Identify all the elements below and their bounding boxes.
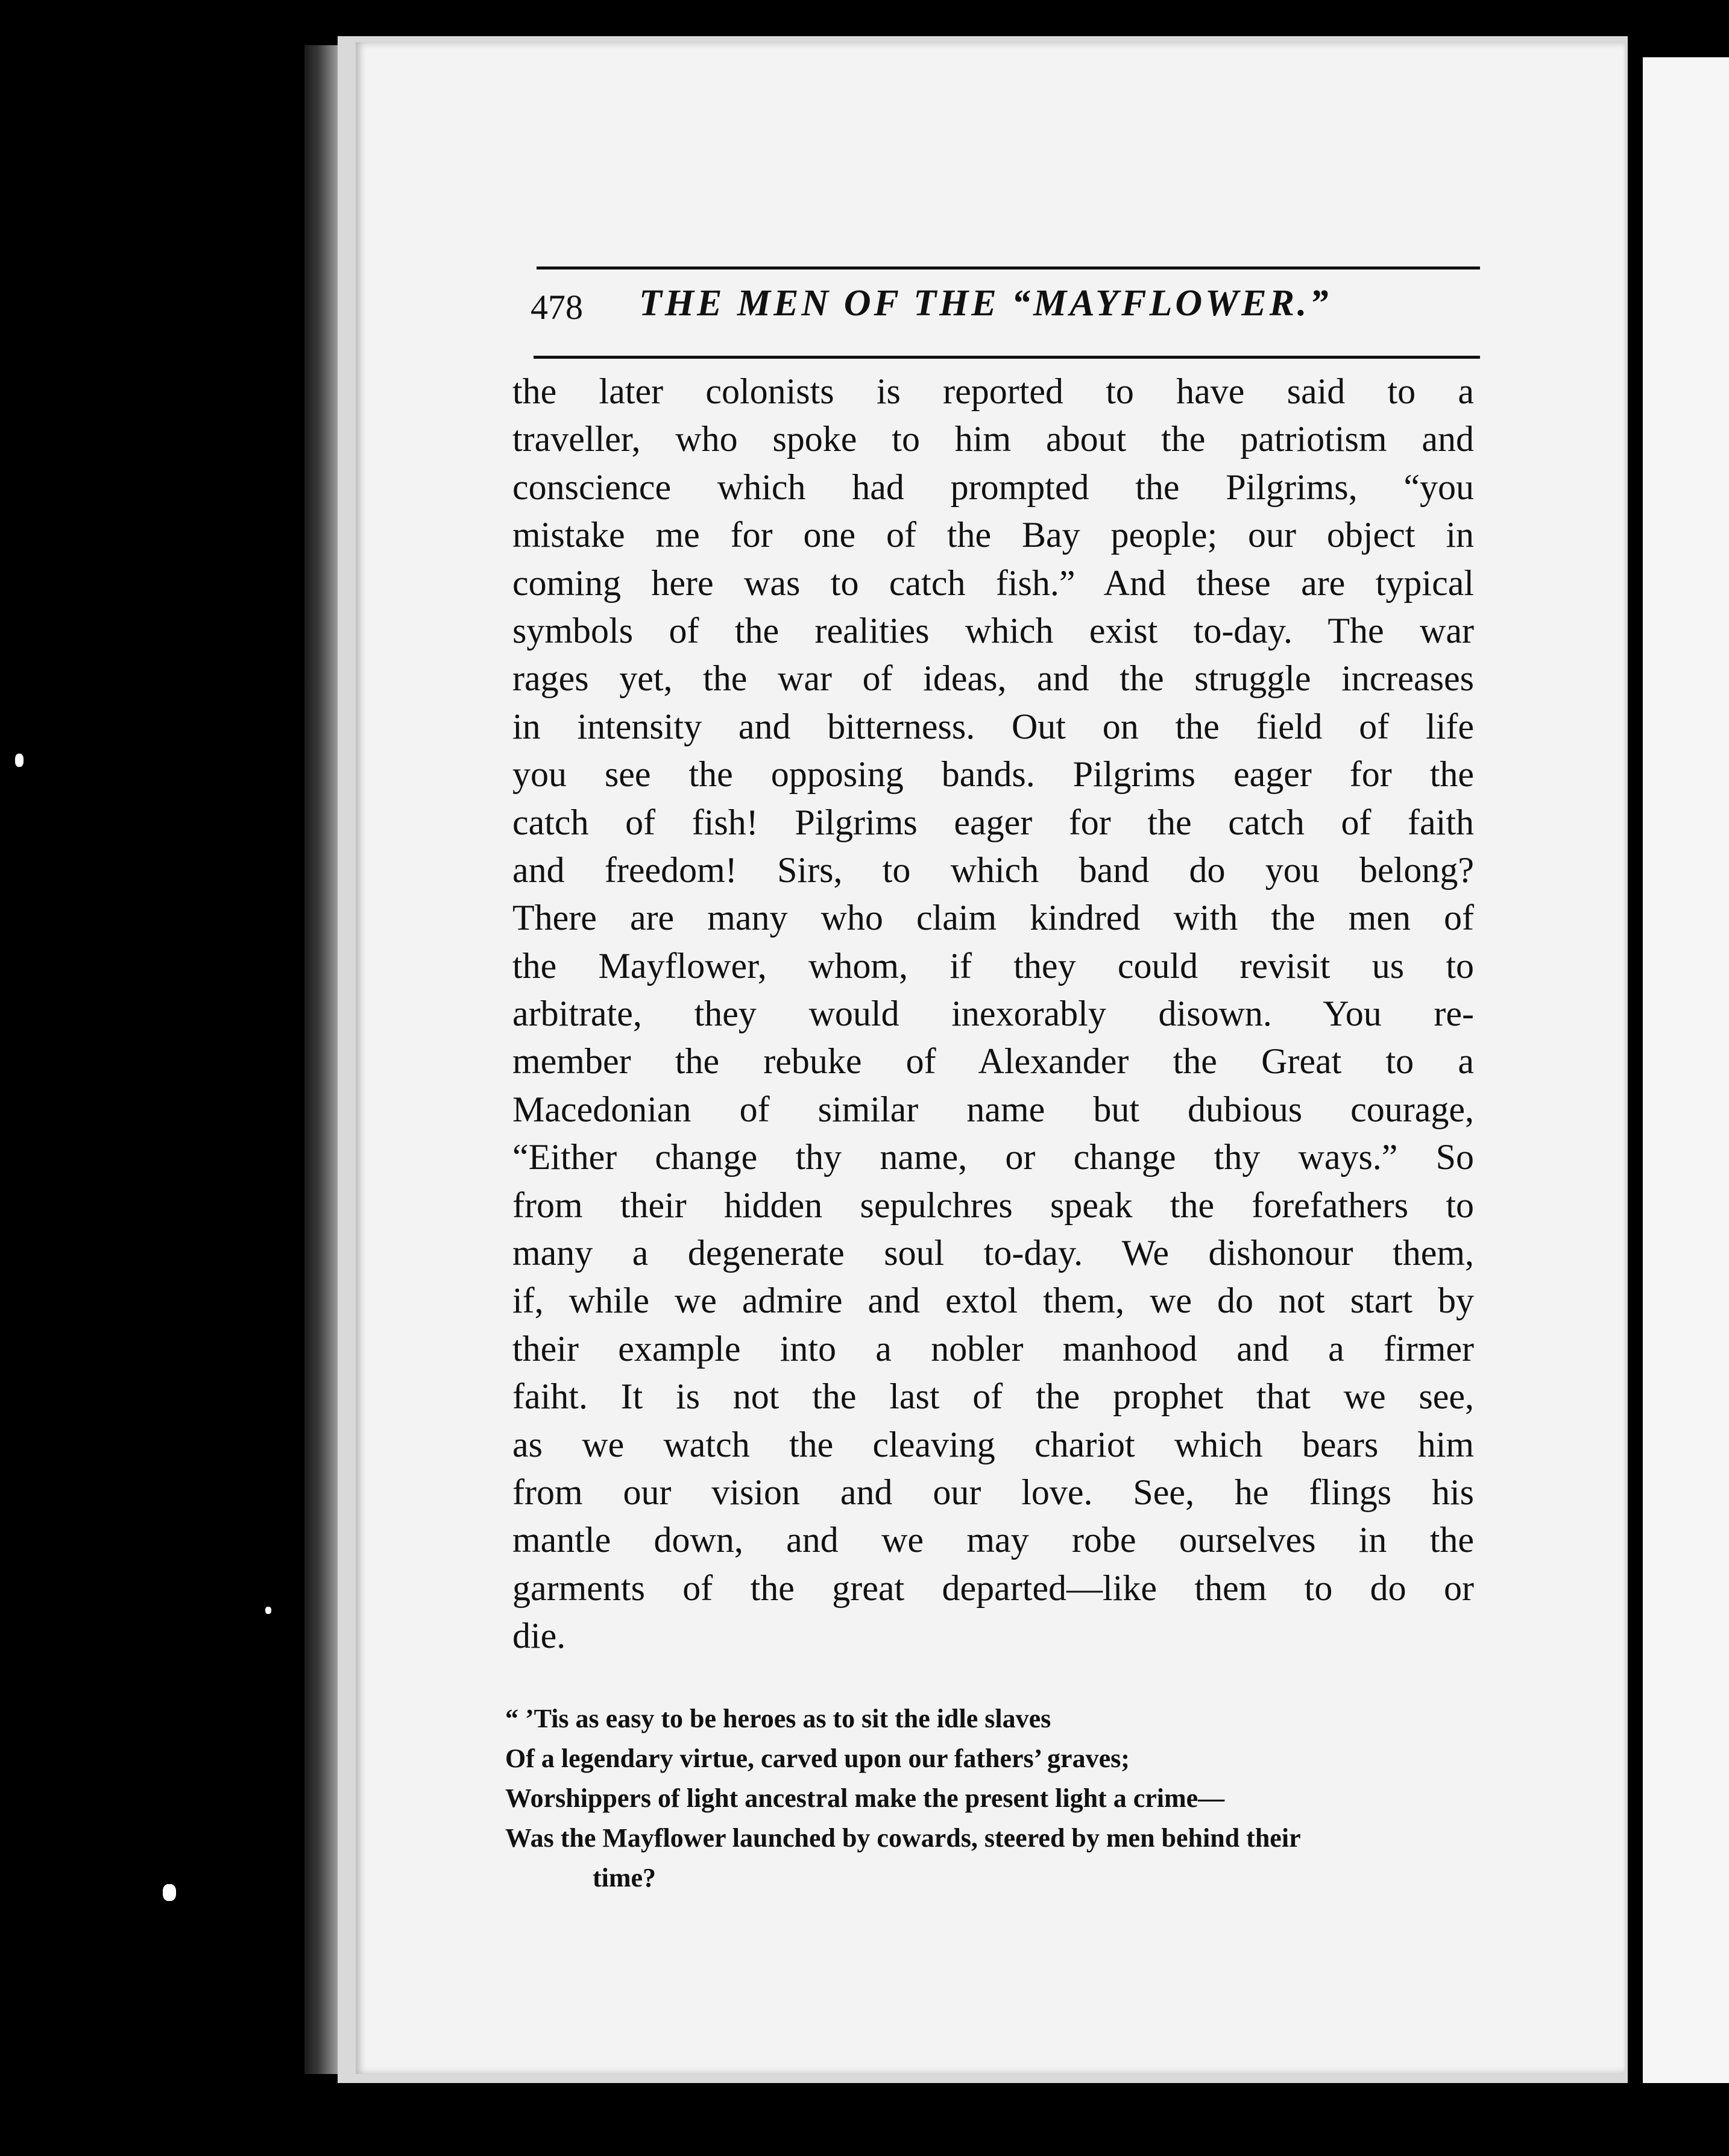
scan-speck (265, 1607, 271, 1614)
text-line: mantle down, and we may robe ourselves in the (512, 1520, 1474, 1560)
text-line: arbitrate, they would inexorably disown. You re- (512, 994, 1474, 1034)
text-line: from our vision and our love. See, he flings his (512, 1472, 1474, 1512)
text-line: their example into a nobler manhood and a firmer (512, 1328, 1474, 1369)
text-line: symbols of the realities which exist to-day. The war (512, 610, 1474, 651)
facing-page-edge (1643, 57, 1729, 2083)
text-line: conscience which had prompted the Pilgrims, “you (512, 467, 1474, 507)
text-line: garments of the great departed—like them to do or (512, 1568, 1474, 1608)
text-line: rages yet, the war of ideas, and the struggle increases (512, 658, 1474, 699)
page-number: 478 (531, 288, 583, 327)
text-line: catch of fish! Pilgrims eager for the catch of faith (512, 802, 1474, 842)
text-line: Macedonian of similar name but dubious courage, (512, 1089, 1474, 1129)
header-rule-top (537, 266, 1480, 270)
verse-quotation-block (505, 1699, 1476, 1898)
verse-line: Of a legendary virtue, carved upon our fathers’ graves; (505, 1744, 1130, 1773)
text-line: the Mayflower, whom, if they could revisit us to (512, 945, 1474, 986)
text-line: the later colonists is reported to have said to a (512, 371, 1474, 411)
text-line: die. (512, 1616, 566, 1656)
verse-line: “ ’Tis as easy to be heroes as to sit the idle slaves (505, 1704, 1051, 1733)
running-head: THE MEN OF THE “MAYFLOWER.” (639, 283, 1332, 324)
text-line: many a degenerate soul to-day. We dishonour them, (512, 1233, 1474, 1273)
text-line: from their hidden sepulchres speak the forefathers to (512, 1185, 1474, 1225)
text-line: mistake me for one of the Bay people; our object in (512, 515, 1474, 555)
text-line: coming here was to catch fish.” And these are typical (512, 563, 1474, 603)
scan-speck (163, 1884, 176, 1901)
text-line: traveller, who spoke to him about the patriotism and (512, 419, 1474, 459)
text-line: There are many who claim kindred with the men of (512, 898, 1474, 938)
text-line: you see the opposing bands. Pilgrims eager for the (512, 754, 1474, 795)
text-line: as we watch the cleaving chariot which bears him (512, 1424, 1474, 1464)
scan-speck (15, 754, 24, 767)
verse-line: time? (593, 1863, 657, 1893)
text-line: and freedom! Sirs, to which band do you belong? (512, 849, 1474, 890)
body-paragraph (512, 368, 1474, 1660)
text-line: if, while we admire and extol them, we do not start by (512, 1281, 1474, 1321)
text-line: in intensity and bitterness. Out on the field of life (512, 706, 1474, 746)
text-line: faiht. It is not the last of the prophet that we see, (512, 1376, 1474, 1417)
page-header (531, 282, 1483, 342)
header-rule-bottom (534, 356, 1480, 359)
text-line: member the rebuke of Alexander the Great to a (512, 1041, 1474, 1082)
text-line: “Either change thy name, or change thy ways.” So (512, 1137, 1474, 1177)
verse-line: Worshippers of light ancestral make the present light a crime— (505, 1783, 1225, 1813)
verse-line: Was the Mayflower launched by cowards, steered by men behind their (505, 1823, 1301, 1853)
